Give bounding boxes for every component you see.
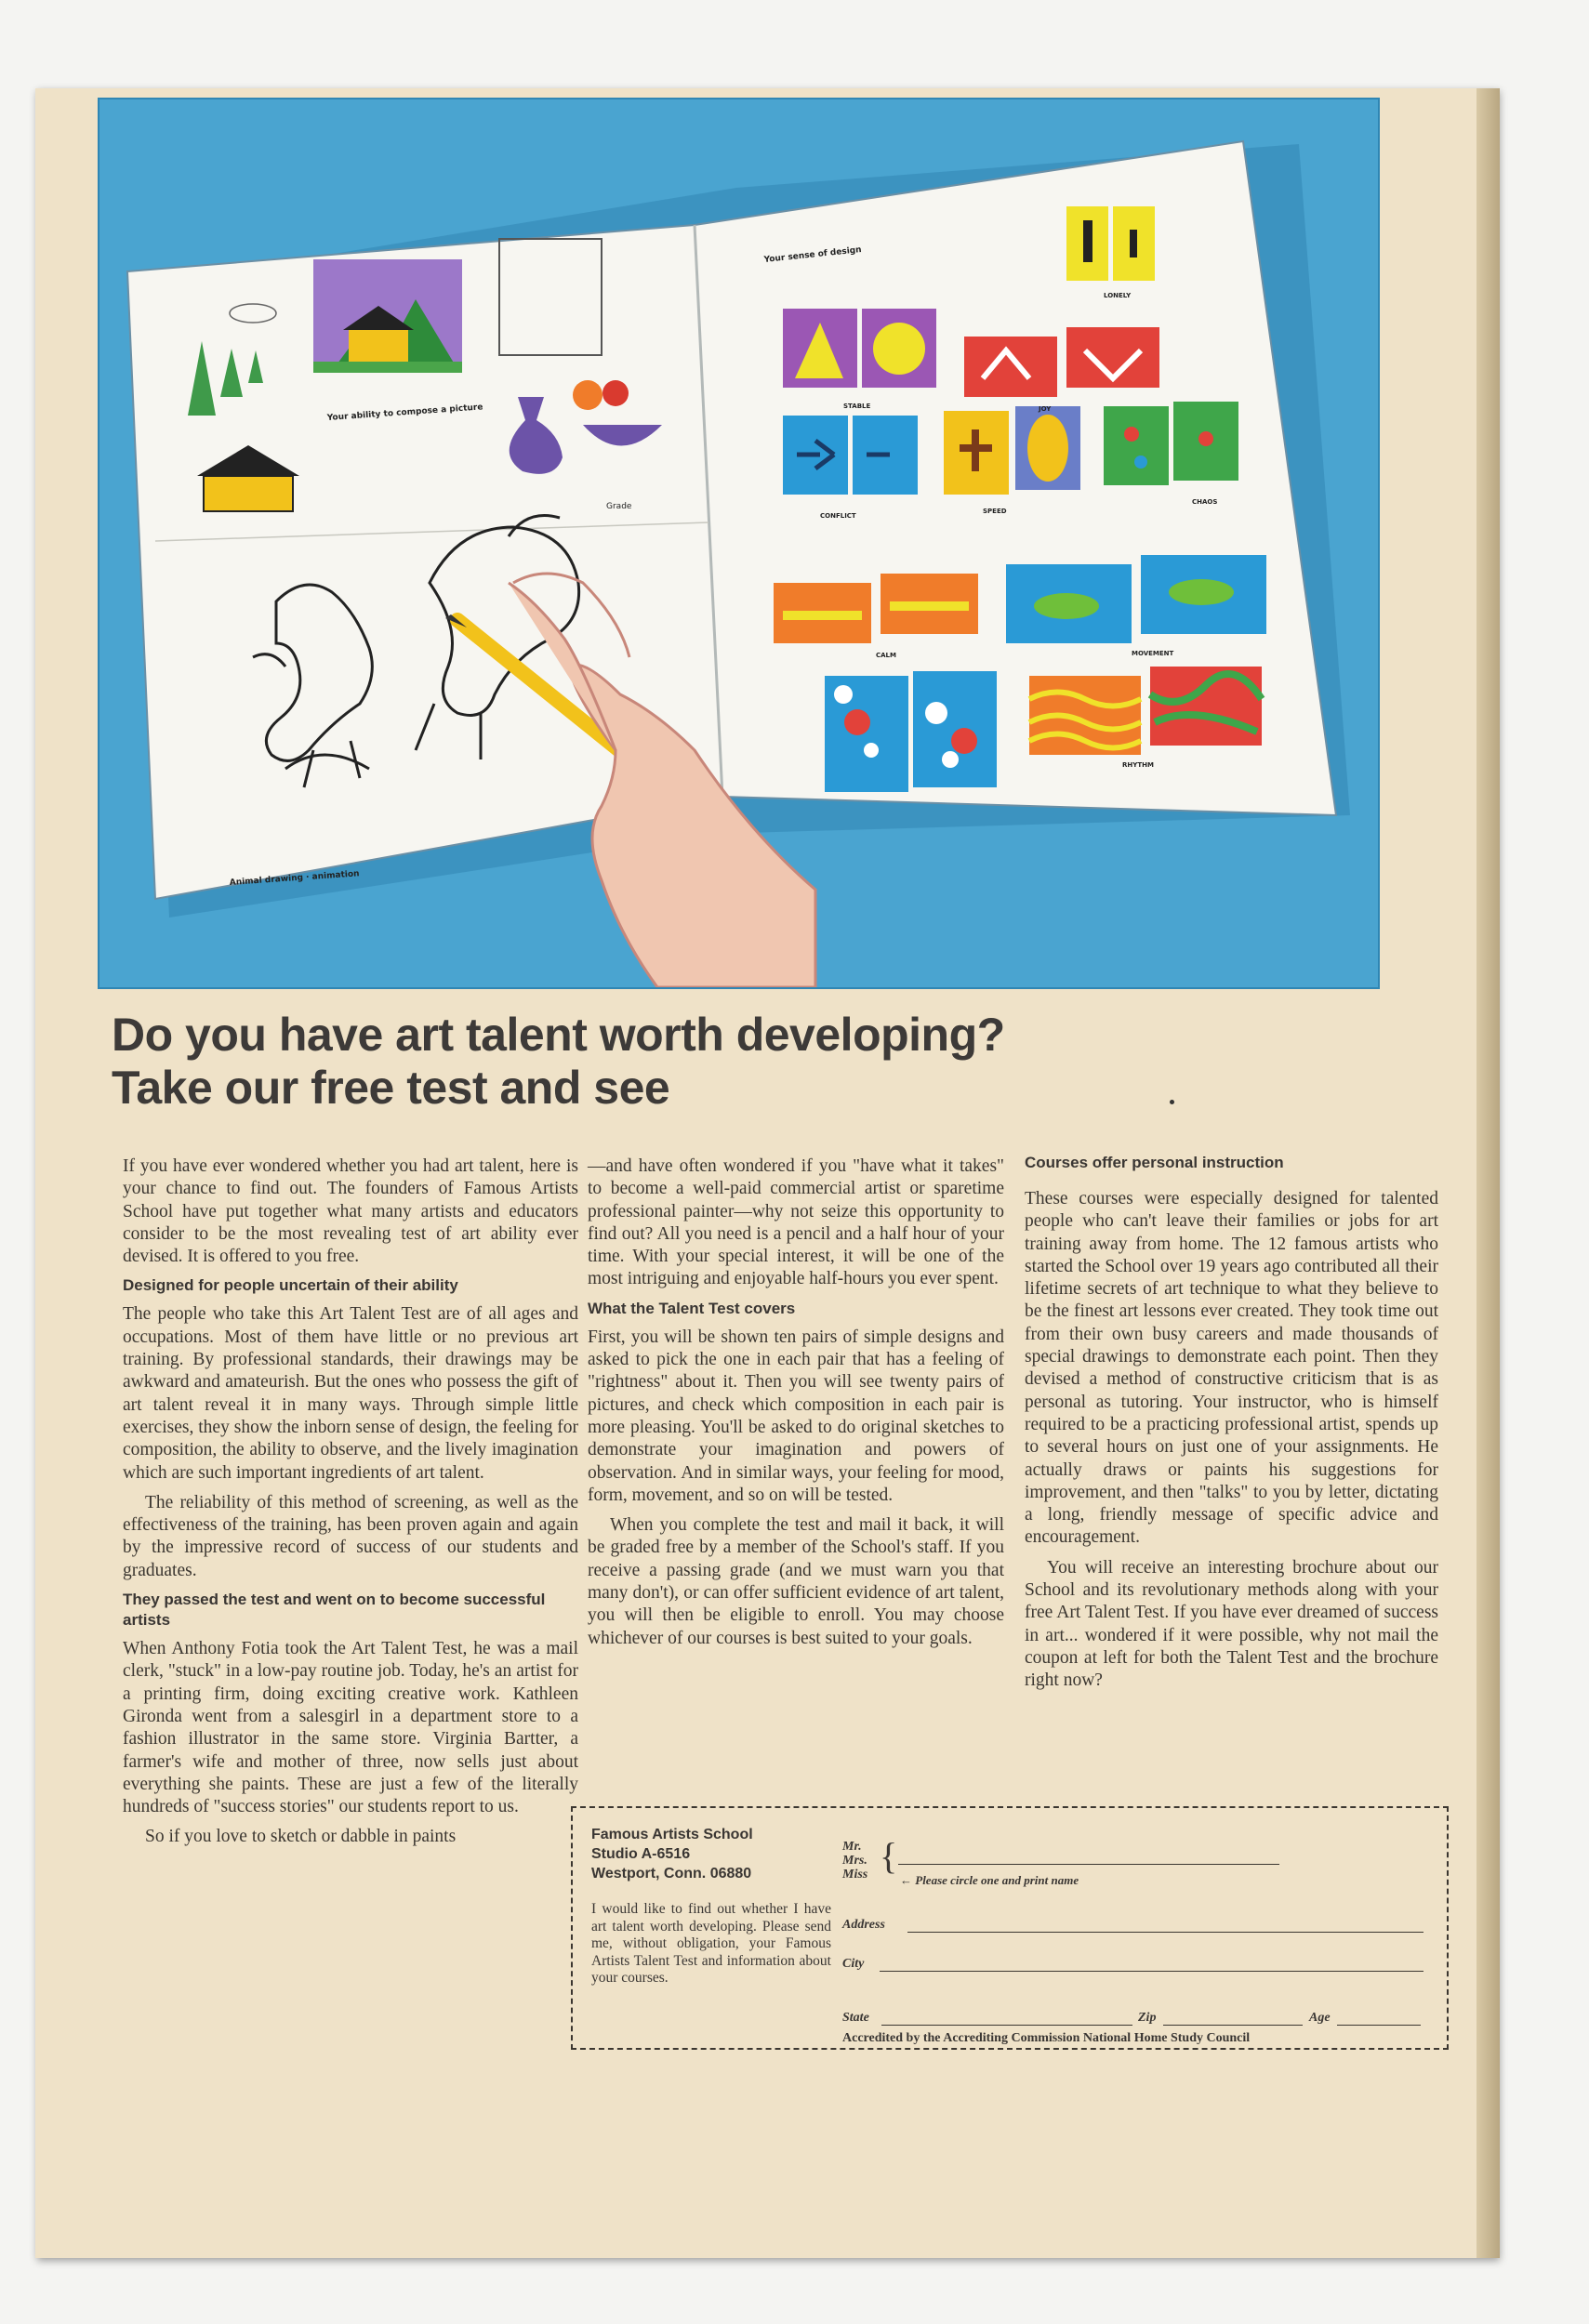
state-field[interactable] — [881, 2025, 1132, 2026]
paragraph: The reliability of this method of screening, as well as the effectiveness of the training, has been proven again and again by the impressive record of success of our students and graduates. — [123, 1492, 578, 1580]
tile-label: CONFLICT — [820, 512, 856, 520]
subheading: Courses offer personal instruction — [1025, 1154, 1284, 1171]
brace-icon: { — [880, 1835, 898, 1877]
address-label: Address — [842, 1918, 885, 1932]
school-name: Famous Artists School — [591, 1827, 753, 1842]
headline-line-2: Take our free test and see — [112, 1062, 670, 1114]
tile-label: JOY — [1039, 405, 1052, 413]
paragraph: —and have often wondered if you "have what it takes" to become a well-paid commercial artist or sparetime professional painter—why not seize this opportunity to find out? All you need is a pencil and a half hour of your time. With your special interest, it will be one of the most intriguing and enjoyable half-hours you ever spent. — [588, 1156, 1004, 1289]
age-field[interactable] — [1337, 2025, 1421, 2026]
zip-field[interactable] — [1163, 2025, 1303, 2026]
caption-design: Your sense of design — [763, 245, 863, 265]
headline — [112, 1009, 1005, 1115]
city-label: City — [842, 1957, 865, 1971]
compose-picture-icon — [313, 259, 462, 373]
subheading: Designed for people uncertain of their ability — [123, 1276, 458, 1295]
tile-label: STABLE — [843, 403, 871, 410]
mail-coupon[interactable] — [571, 1806, 1449, 2050]
article-column-2 — [588, 1155, 1004, 1657]
coupon-address — [591, 1825, 824, 1883]
tile-label: CALM — [876, 652, 896, 659]
subheading: They passed the test and went on to become successful artists — [123, 1591, 546, 1630]
ad-illustration — [98, 98, 1380, 989]
paragraph: These courses were especially designed for talented people who can't leave their families or jobs for art training away from home. The 12 famous artists who started the School over 19 years ago contributed all their lifetime secrets of art technique to what they believe to be the finest art lessons ever created. They took time out from their own busy careers and made thousands of special drawings to demonstrate each point. Then they devised a method of constructive criticism that is as personal as tutoring. Your instructor, who is himself required to be a practicing professional artist, spends up to several hours on just one of your assignments. He actually draws or paints his suggestions for improvement, and then "talks" to you by letter, dictating a long, friendly message of specific advice and encouragement. — [1025, 1189, 1438, 1548]
name-hint: ← Please circle one and print name — [900, 1873, 1079, 1887]
state-label: State — [842, 2011, 869, 2025]
paragraph: You will receive an interesting brochure about our School and its revolutionary methods along with your free Art Talent Test. If you have ever dreamed of success in art... wondered if it were possible, why not mail the coupon at left for both the Talent Test and the brochure right now? — [1025, 1557, 1438, 1691]
paragraph: If you have ever wondered whether you had art talent, here is your chance to find out. The founders of Famous Artists School have put together what many artists and educators consider to be the most revealing test of art ability ever devised. It is offered to you free. — [123, 1156, 578, 1267]
article-column-1 — [123, 1155, 578, 1856]
paragraph: When you complete the test and mail it back, it will be graded free by a member of the School's staff. If you receive a passing grade (and we must warn you that many don't), or can offer sufficient evidence of art talent, you will then be eligible to enroll. You may choose whichever of our courses is best suited to your goals. — [588, 1515, 1004, 1648]
paragraph: First, you will be shown ten pairs of simple designs and asked to pick the one in each pair that has a feeling of "rightness" about it. Then you will see twenty pairs of pictures, and check which composition in each pair is more pleasing. You'll be asked to do original sketches to demonstrate your imagination and powers of observation. And in similar ways, your feeling for mood, form, movement, and so on will be tested. — [588, 1327, 1004, 1505]
tile-label: MOVEMENT — [1132, 650, 1174, 657]
caption-animal: Animal drawing · animation — [229, 869, 360, 888]
age-label: Age — [1309, 2011, 1331, 2025]
coupon-request-text: I would like to find out whether I have art talent worth developing. Please send me, without obligation, your Famous Artists Talent Test and information about your courses. — [591, 1901, 831, 1986]
printed-speck — [1170, 1100, 1174, 1104]
caption-compose: Your ability to compose a picture — [326, 403, 483, 423]
tile-label: CHAOS — [1192, 498, 1218, 506]
tile-label: LONELY — [1104, 292, 1132, 299]
address-field[interactable] — [907, 1932, 1423, 1933]
article-column-3 — [1025, 1153, 1438, 1700]
name-field[interactable] — [898, 1864, 1279, 1865]
paragraph: The people who take this Art Talent Test are of all ages and occupations. Most of them have little or no previous art training. By professional standards, their drawings may be awkward and amateurish. But the ones who possess the gift of art talent reveal it in many ways. Through simple little exercises, they show the inborn sense of design, the feeling for composition, the ability to observe, and the lively imagination which are such important ingredients of art talent. — [123, 1304, 578, 1483]
zip-label: Zip — [1138, 2011, 1157, 2025]
school-city: Westport, Conn. 06880 — [591, 1866, 752, 1882]
tile-label: SPEED — [983, 508, 1007, 515]
paragraph: So if you love to sketch or dabble in paints — [145, 1827, 457, 1847]
city-field[interactable] — [880, 1971, 1423, 1972]
accreditation-note: Accredited by the Accrediting Commission National Home Study Council — [842, 2031, 1251, 2045]
subheading: What the Talent Test covers — [588, 1299, 796, 1317]
tile-label: RHYTHM — [1122, 761, 1154, 769]
salutation-label: Mr. Mrs. Miss — [842, 1840, 868, 1882]
page-edge — [1476, 88, 1500, 2258]
caption-grade: Grade — [606, 502, 632, 511]
studio-number: Studio A-6516 — [591, 1846, 691, 1862]
paragraph: When Anthony Fotia took the Art Talent Test, he was a mail clerk, "stuck" in a low-pay routine job. Today, he's an artist for a printing firm, doing exciting creative work. Kathleen Gironda went from a salesgirl in a department store to a fashion illustrator in the same store. Virginia Bartter, a farmer's wife and mother of three, now sells just about everything she paints. These are just a few of the literally hundreds of "success stories" our students report to us. — [123, 1639, 578, 1817]
headline-line-1: Do you have art talent worth developing? — [112, 1009, 1005, 1061]
